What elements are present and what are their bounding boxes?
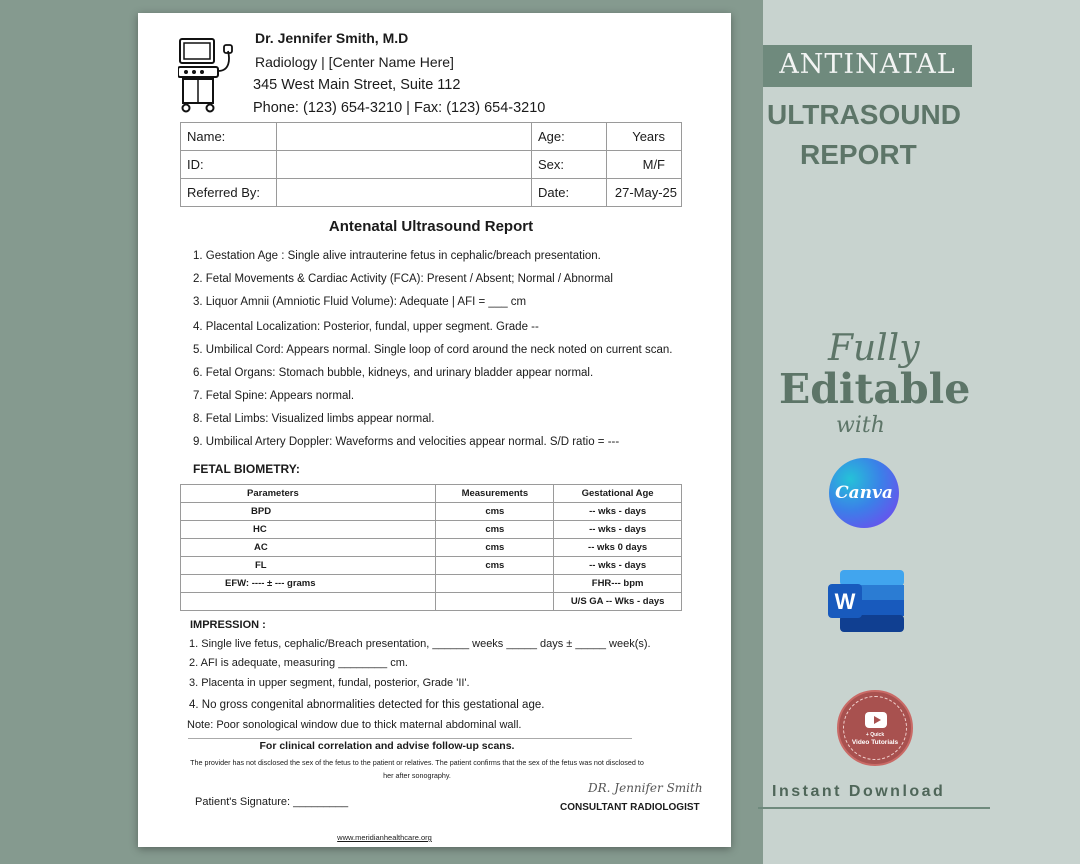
table-cell[interactable] xyxy=(181,593,436,611)
impression-item: 1. Single live fetus, cephalic/Breach presentation, ______ weeks _____ days ± _____ week(s). xyxy=(189,638,651,650)
age-label: Age: xyxy=(532,123,607,151)
finding-item: 3. Liquor Amnii (Amniotic Fluid Volume): Adequate | AFI = ___ cm xyxy=(193,296,527,308)
patient-signature[interactable]: Patient's Signature: _________ xyxy=(195,796,349,808)
impression-item: 4. No gross congenital abnormalities detected for this gestational age. xyxy=(189,699,545,711)
note: Note: Poor sonological window due to thick maternal abdominal wall. xyxy=(187,719,522,731)
table-row xyxy=(181,593,682,611)
sex-label: Sex: xyxy=(532,151,607,179)
word-letter: W xyxy=(834,589,856,614)
table-cell[interactable]: cms xyxy=(436,539,554,557)
table-row xyxy=(181,539,682,557)
name-field[interactable] xyxy=(277,123,532,151)
canva-icon: Canva xyxy=(829,458,899,528)
table-cell[interactable]: cms xyxy=(436,503,554,521)
finding-item: 4. Placental Localization: Posterior, fundal, upper segment. Grade -- xyxy=(193,321,539,333)
id-field[interactable] xyxy=(277,151,532,179)
consultant-title: CONSULTANT RADIOLOGIST xyxy=(560,802,700,813)
table-cell: AC xyxy=(181,539,436,557)
table-cell[interactable] xyxy=(436,575,554,593)
promo-editable: Editable xyxy=(779,365,971,413)
table-header: Parameters xyxy=(181,485,436,503)
advise-text: For clinical correlation and advise follow-up scans. xyxy=(259,740,515,752)
table-row xyxy=(181,575,682,593)
play-icon xyxy=(874,716,881,724)
doctor-signature: DR. Jennifer Smith xyxy=(588,781,703,795)
biometry-heading: FETAL BIOMETRY: xyxy=(193,462,300,476)
divider xyxy=(188,738,632,739)
report-document xyxy=(138,13,731,847)
website-link[interactable]: www.meridianhealthcare.org xyxy=(337,833,432,842)
finding-item: 2. Fetal Movements & Cardiac Activity (FCA): Present / Absent; Normal / Abnormal xyxy=(193,273,613,285)
disclaimer: The provider has not disclosed the sex of the fetus to the patient or relatives. The patient confirms that the sex of the fetus was not disclosed to her after sonography. xyxy=(190,758,644,780)
department: Radiology | [Center Name Here] xyxy=(255,54,454,70)
biometry-table xyxy=(180,484,682,611)
sex-value[interactable]: M/F xyxy=(607,151,682,179)
age-value[interactable]: Years xyxy=(607,123,682,151)
promo-fully: Fully xyxy=(828,328,920,369)
finding-item: 9. Umbilical Artery Doppler: Waveforms and velocities appear normal. S/D ratio = --- xyxy=(193,436,620,448)
finding-item: 7. Fetal Spine: Appears normal. xyxy=(193,390,355,402)
table-cell[interactable]: cms xyxy=(436,521,554,539)
table-cell: BPD xyxy=(181,503,436,521)
date-label: Date: xyxy=(532,179,607,207)
badge-ring xyxy=(843,696,907,760)
instant-download: Instant Download xyxy=(772,783,946,800)
promo-ultrasound: ULTRASOUND xyxy=(767,99,961,130)
name-label: Name: xyxy=(181,123,277,151)
table-row xyxy=(181,521,682,539)
table-cell[interactable]: -- wks - days xyxy=(554,557,682,575)
finding-item: 5. Umbilical Cord: Appears normal. Single loop of cord around the neck noted on current scan. xyxy=(193,344,673,356)
ultrasound-machine-icon xyxy=(178,37,238,113)
table-cell[interactable]: U/S GA -- Wks - days xyxy=(554,593,682,611)
finding-item: 6. Fetal Organs: Stomach bubble, kidneys, and urinary bladder appear normal. xyxy=(193,367,594,379)
table-cell[interactable]: cms xyxy=(436,557,554,575)
date-value[interactable]: 27-May-25 xyxy=(607,179,682,207)
address: 345 West Main Street, Suite 112 xyxy=(253,77,461,93)
table-cell: HC xyxy=(181,521,436,539)
impression-item: 3. Placenta in upper segment, fundal, posterior, Grade 'II'. xyxy=(189,677,470,689)
table-cell[interactable]: -- wks 0 days xyxy=(554,539,682,557)
report-title: Antenatal Ultrasound Report xyxy=(328,218,534,235)
promo-antinatal: ANTINATAL xyxy=(779,49,956,80)
word-icon xyxy=(828,570,904,632)
impression-item: 2. AFI is adequate, measuring ________ cm. xyxy=(189,657,408,669)
contact-info: Phone: (123) 654-3210 | Fax: (123) 654-3210 xyxy=(253,100,546,116)
table-row xyxy=(181,557,682,575)
impression-heading: IMPRESSION : xyxy=(190,619,266,631)
referred-label: Referred By: xyxy=(181,179,277,207)
video-tutorials-badge[interactable] xyxy=(837,690,913,766)
table-cell[interactable]: -- wks - days xyxy=(554,521,682,539)
table-cell: FL xyxy=(181,557,436,575)
table-header: Gestational Age xyxy=(554,485,682,503)
finding-item: 1. Gestation Age : Single alive intrauterine fetus in cephalic/breach presentation. xyxy=(193,250,601,262)
promo-with: with xyxy=(836,413,885,438)
table-cell[interactable]: -- wks - days xyxy=(554,503,682,521)
table-cell[interactable]: FHR--- bpm xyxy=(554,575,682,593)
video-quick-label: + Quick xyxy=(865,732,885,738)
id-label: ID: xyxy=(181,151,277,179)
instant-underline xyxy=(758,807,990,809)
table-row xyxy=(181,503,682,521)
referred-field[interactable] xyxy=(277,179,532,207)
doctor-name: Dr. Jennifer Smith, M.D xyxy=(255,30,409,46)
table-header: Measurements xyxy=(436,485,554,503)
promo-report: REPORT xyxy=(800,139,917,170)
table-cell[interactable]: EFW: ---- ± --- grams xyxy=(181,575,436,593)
table-cell[interactable] xyxy=(436,593,554,611)
patient-info-table xyxy=(180,122,682,207)
video-tutorials-label: Video Tutorials xyxy=(851,739,899,746)
finding-item: 8. Fetal Limbs: Visualized limbs appear normal. xyxy=(193,413,435,425)
